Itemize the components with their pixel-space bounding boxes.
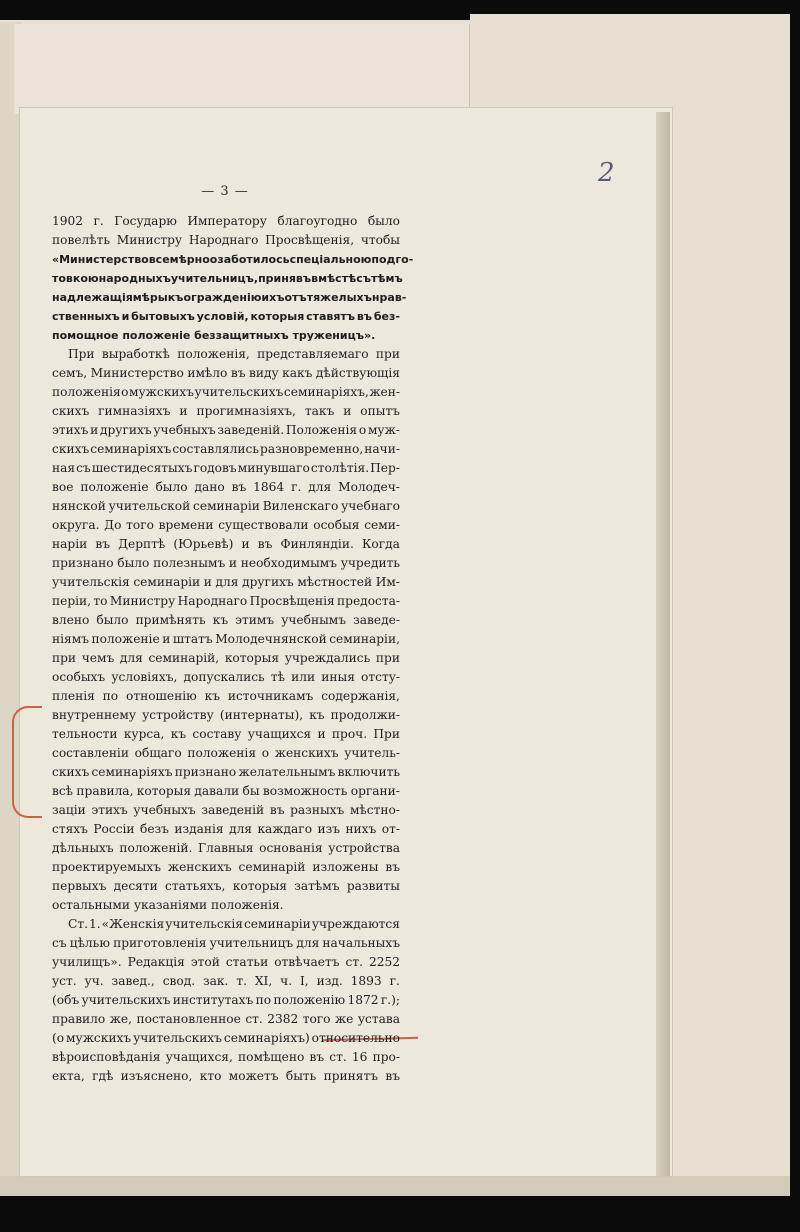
text-line: стяхъ Россіи безъ изданія для каждаго изъ нихъ от- (52, 822, 400, 836)
text-line: особыхъ условіяхъ, допускались тѣ или иныя отсту- (52, 670, 400, 684)
text-line: составленіи общаго положенія о женскихъ учитель- (52, 746, 400, 760)
text-line: скихъ семинаріяхъ составлялись разновременно, начи- (52, 442, 400, 456)
text-line: первыхъ десяти статьяхъ, которыя затѣмъ развиты (52, 879, 400, 893)
text-line: остальными указаніями положенія. (52, 898, 284, 912)
text-line: семъ, Министерство имѣло въ виду какъ дѣйствующія (52, 366, 400, 380)
text-line: скихъ семинаріяхъ признано желательнымъ включить (52, 765, 400, 779)
text-line: вѣроисповѣданія учащихся, помѣщено въ ст. 16 про- (52, 1050, 400, 1064)
text-line: тельности курса, къ составу учащихся и проч. При (52, 727, 400, 741)
paragraph-3 (52, 915, 400, 1086)
bottom-paper-strip (0, 1176, 790, 1196)
text-line: наріи въ Дерптѣ (Юрьевѣ) и въ Финляндіи. Когда (52, 537, 400, 551)
text-line: положенія о мужскихъ учительскихъ семинаріяхъ, жен- (52, 385, 400, 399)
text-line: уст. уч. завед., свод. зак. т. XI, ч. I, изд. 1893 г. (52, 974, 400, 988)
text-line: (объ учительскихъ институтахъ по положенію 1872 г.); (52, 993, 400, 1007)
text-line: При выработкѣ положенія, представляемаго при (68, 347, 400, 361)
text-line: скихъ гимназіяхъ и прогимназіяхъ, такъ и опытъ (52, 404, 400, 418)
body-text (52, 212, 414, 1086)
paragraph-2 (52, 345, 400, 915)
text-line: надлежащія мѣры къ огражденію ихъ отъ тяжелыхъ нрав- (52, 291, 407, 304)
handwritten-page-mark: 2 (598, 158, 615, 188)
text-line: дѣльныхъ положеній. Главныя основанія устройства (52, 841, 400, 855)
top-right-folded-sheet (470, 14, 790, 114)
top-left-folded-sheet (14, 24, 470, 114)
text-line: помощное положеніе беззащитныхъ труженицъ». (52, 329, 376, 342)
text-line: правило же, постановленное ст. 2382 того же устава (52, 1012, 400, 1026)
text-line: съ цѣлью приготовленія учительницъ для начальныхъ (52, 936, 400, 950)
text-line: вое положеніе было дано въ 1864 г. для Молодеч- (52, 480, 400, 494)
text-line: «Министерство всемѣрно озаботилось спеціальною подго- (52, 253, 414, 266)
text-line: влено было примѣнять къ этимъ учебнымъ заведе- (52, 613, 400, 627)
page-number: — 3 — (201, 184, 249, 199)
text-line: округа. До того времени существовали особыя семи- (52, 518, 400, 532)
text-line: екта, гдѣ изъяснено, кто можетъ быть принятъ въ (52, 1069, 400, 1083)
text-line: товкою народныхъ учительницъ, принявъ вмѣстѣ съ тѣмъ (52, 272, 403, 285)
text-line: ная съ шестидесятыхъ годовъ минувшаго столѣтія. Пер- (52, 461, 400, 475)
text-line: проектируемыхъ женскихъ семинарій изложены въ (52, 860, 400, 874)
text-line: періи, то Министру Народнаго Просвѣщенія предоста- (52, 594, 400, 608)
page-left-edge (0, 22, 22, 1192)
text-line: Ст. 1. «Женскія учительскія семинаріи учреждаются (68, 917, 400, 931)
text-line: при чемъ для семинарій, которыя учреждались при (52, 651, 400, 665)
text-line: всѣ правила, которыя давали бы возможность органи- (52, 784, 400, 798)
paragraph-1 (52, 212, 414, 345)
page-right-edge (656, 112, 670, 1176)
text-line: заціи этихъ учебныхъ заведеній въ разныхъ мѣстно- (52, 803, 400, 817)
text-line: этихъ и другихъ учебныхъ заведеній. Положенія о муж- (52, 423, 400, 437)
text-line: признано было полезнымъ и необходимымъ учредить (52, 556, 400, 570)
text-line: пленія по отношенію къ источникамъ содержанія, (52, 689, 400, 703)
red-margin-bracket (12, 706, 42, 818)
text-line: внутреннему устройству (интернаты), къ продолжи- (52, 708, 400, 722)
text-line: (о мужскихъ учительскихъ семинаріяхъ) относительно (52, 1031, 400, 1045)
text-line: повелѣть Министру Народнаго Просвѣщенія, чтобы (52, 233, 400, 247)
text-line: учительскія семинаріи и для другихъ мѣстностей Им- (52, 575, 400, 589)
text-line: ственныхъ и бытовыхъ условій, которыя ставятъ въ без- (52, 310, 400, 323)
text-line: 1902 г. Государю Императору благоугодно было (52, 214, 400, 228)
text-line: нянской учительской семинаріи Виленскаго учебнаго (52, 499, 400, 513)
text-line: ніямъ положеніе и штатъ Молодечнянской семинаріи, (52, 632, 400, 646)
text-line: училищъ». Редакція этой статьи отвѣчаетъ ст. 2252 (52, 955, 400, 969)
